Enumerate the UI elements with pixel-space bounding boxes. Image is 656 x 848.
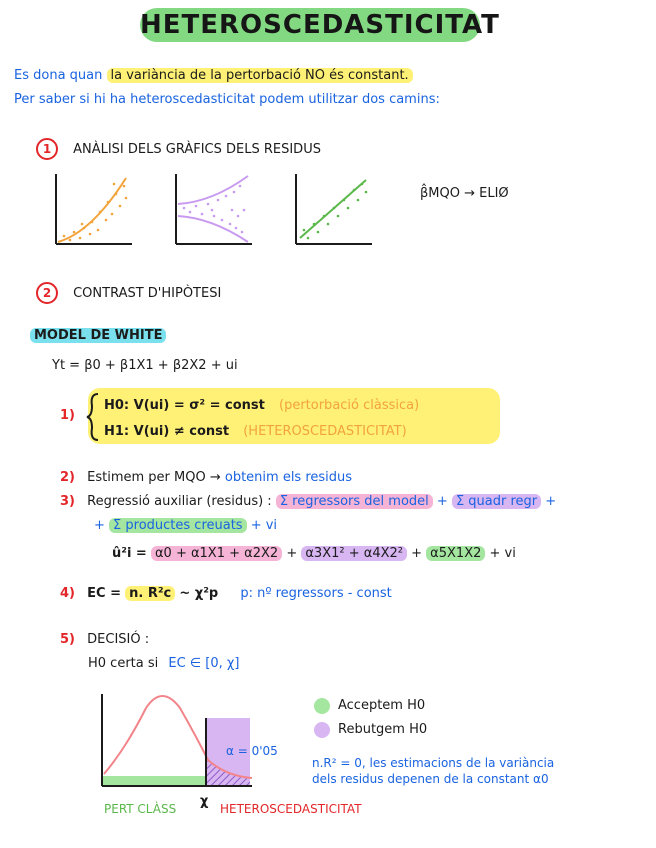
aux-eq-tail: + vi bbox=[489, 546, 516, 561]
step-2-number: 2) bbox=[60, 470, 75, 485]
section-1-number: 1 bbox=[36, 138, 58, 160]
step-3-cross-products: Σ productes creuats bbox=[109, 518, 247, 533]
alpha-label: α = 0'05 bbox=[226, 744, 278, 758]
step-3-row bbox=[60, 494, 556, 509]
intro-line-1-b: la variància de la pertorbació NO és constant. bbox=[107, 68, 413, 83]
accept-legend-swatch bbox=[314, 698, 330, 714]
step-5-heading: DECISIÓ : bbox=[87, 632, 150, 647]
aux-eq-plus-2: + bbox=[411, 546, 423, 561]
h0-statement: H0: V(ui) = σ² = const bbox=[104, 398, 265, 413]
aux-eq-squares: α3X1² + α4X2² bbox=[301, 546, 407, 561]
step-3-number: 3) bbox=[60, 494, 75, 509]
aux-eq-cross: α5X1X2 bbox=[426, 546, 485, 561]
step-3-tail: + vi bbox=[250, 518, 278, 533]
intro-line-1-a: Es dona quan bbox=[14, 68, 103, 83]
step-4-statistic: n. R²c bbox=[125, 586, 175, 601]
step-3-plus-2: + bbox=[545, 494, 557, 509]
white-model-equation: Yt = β0 + β1X1 + β2X2 + ui bbox=[52, 358, 238, 373]
step-2-result: obtenim els residus bbox=[224, 470, 353, 485]
aux-eq-plus-1: + bbox=[286, 546, 298, 561]
decision-rule-interval: EC ∈ [0, χ] bbox=[168, 656, 240, 671]
hypotheses-brace bbox=[86, 392, 100, 442]
step-5-number: 5) bbox=[60, 632, 75, 647]
step-3-plus-1: + bbox=[436, 494, 448, 509]
accept-legend-label: Acceptem H0 bbox=[338, 698, 426, 713]
h0-row bbox=[104, 398, 419, 413]
step-2-text: Estimem per MQO → bbox=[87, 470, 221, 485]
reject-legend-swatch bbox=[314, 722, 330, 738]
h1-statement: H1: V(ui) ≠ const bbox=[104, 424, 230, 439]
step-5-row bbox=[60, 632, 149, 647]
auxiliary-equation bbox=[112, 546, 516, 561]
intro-line-1 bbox=[14, 68, 413, 83]
step-3-plus-3: + bbox=[94, 518, 105, 533]
chi-square-distribution-plot bbox=[96, 688, 266, 792]
decision-rule bbox=[88, 656, 239, 671]
residual-plot-constant bbox=[292, 172, 374, 248]
aux-eq-linear: α0 + α1X1 + α2X2 bbox=[151, 546, 282, 561]
h1-note: (HETEROSCEDASTICITAT) bbox=[243, 424, 407, 439]
step-3-row-2 bbox=[94, 518, 277, 533]
step-3-regressors: Σ regressors del model bbox=[276, 494, 433, 509]
estimator-note: β̂MQO → ELIØ bbox=[420, 186, 509, 201]
step-4-row bbox=[60, 586, 392, 601]
section-2-heading-row bbox=[36, 282, 221, 304]
step-1-number: 1) bbox=[60, 408, 75, 423]
legend-note-line-2: dels residus depenen de la constant α0 bbox=[312, 772, 549, 786]
chi-critical-label: χ bbox=[200, 794, 209, 809]
residual-plot-funnel bbox=[172, 172, 254, 248]
aux-eq-lhs: û²i = bbox=[112, 546, 147, 561]
residual-plot-increasing bbox=[52, 172, 134, 248]
h1-row bbox=[104, 424, 407, 439]
left-region-label: PERT CLÀSS bbox=[104, 802, 177, 816]
step-3-squares: Σ quadr regr bbox=[452, 494, 541, 509]
step-4-number: 4) bbox=[60, 586, 75, 601]
decision-rule-text: H0 certa si bbox=[88, 656, 159, 671]
step-3-text: Regressió auxiliar (residus) : bbox=[87, 494, 272, 509]
intro-line-2: Per saber si hi ha heteroscedasticitat podem utilitzar dos camins: bbox=[14, 92, 440, 107]
white-model-label: MODEL DE WHITE bbox=[30, 328, 166, 343]
step-2-row bbox=[60, 470, 352, 485]
reject-legend-label: Rebutgem H0 bbox=[338, 722, 428, 737]
page-title: HETEROSCEDASTICITAT bbox=[140, 10, 500, 40]
section-2-number: 2 bbox=[36, 282, 58, 304]
step-4-p-note: p: nº regressors - const bbox=[240, 586, 392, 601]
legend-note-line-1: n.R² = 0, les estimacions de la variància bbox=[312, 756, 555, 770]
h0-note: (pertorbació clàssica) bbox=[279, 398, 420, 413]
right-region-label: HETEROSCEDASTICITAT bbox=[220, 802, 362, 816]
section-2-heading: CONTRAST D'HIPÒTESI bbox=[73, 286, 222, 301]
section-1-heading-row bbox=[36, 138, 321, 160]
step-4-ec: EC = bbox=[87, 586, 121, 601]
step-4-distribution: ~ χ²p bbox=[179, 586, 219, 601]
section-1-heading: ANÀLISI DELS GRÀFICS DELS RESIDUS bbox=[73, 142, 321, 157]
